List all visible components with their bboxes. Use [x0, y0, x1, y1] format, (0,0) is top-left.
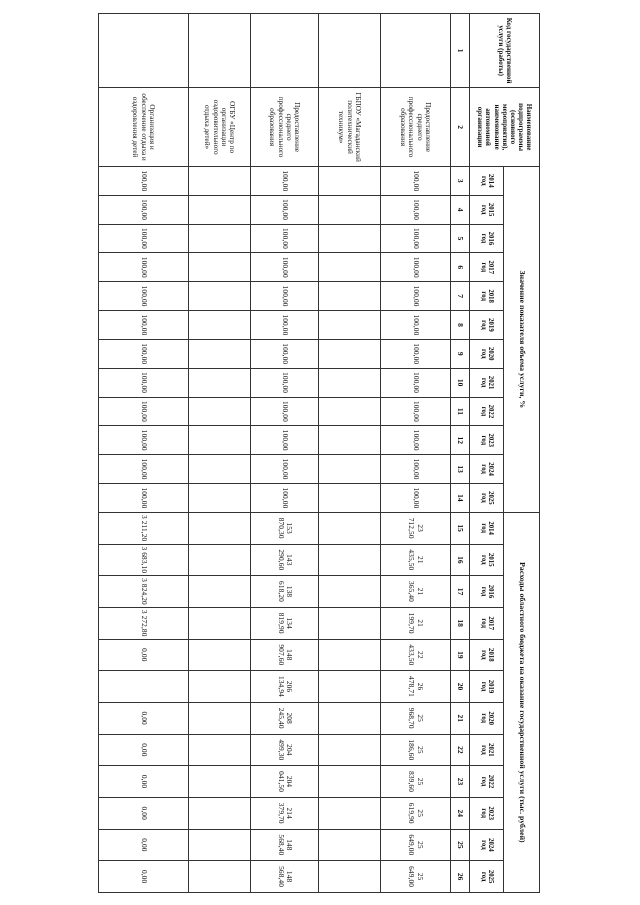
year-suffix: год	[479, 176, 487, 186]
indicator-value-cell: 100,00	[99, 311, 189, 340]
indicator-value-cell: 100,00	[381, 368, 451, 397]
expense-value-cell: 23 712,50	[381, 512, 451, 544]
indicator-year-header	[470, 195, 504, 224]
indicator-value-cell: 100,00	[251, 311, 319, 340]
expense-value-cell	[189, 671, 251, 703]
year-value: 2021	[487, 375, 495, 390]
header-code: Код государственной услуги (работы)	[470, 14, 540, 88]
indicator-value-cell	[318, 195, 380, 224]
indicator-value-cell: 100,00	[99, 224, 189, 253]
expense-value-cell	[189, 861, 251, 893]
column-number: 5	[450, 224, 469, 253]
column-number: 16	[450, 544, 469, 576]
expense-value-cell	[318, 671, 380, 703]
indicator-value-cell: 100,00	[99, 455, 189, 484]
indicator-value-cell	[318, 368, 380, 397]
indicator-year-header	[470, 224, 504, 253]
indicator-value-cell: 100,00	[251, 224, 319, 253]
indicator-value-cell	[318, 166, 380, 195]
year-value: 2019	[487, 318, 495, 332]
indicator-value-cell	[189, 368, 251, 397]
header-row-groups	[503, 14, 539, 893]
year-value: 2018	[487, 289, 495, 303]
column-number: 17	[450, 576, 469, 608]
expense-value-cell: 0,00	[99, 734, 189, 766]
indicator-year-header	[470, 339, 504, 368]
year-suffix: год	[479, 650, 487, 660]
year-suffix: год	[479, 523, 487, 533]
indicator-value-cell: 100,00	[381, 224, 451, 253]
expense-value-cell	[318, 702, 380, 734]
service-name-cell: Предоставление среднего профессионального образования	[381, 88, 451, 167]
column-number: 15	[450, 512, 469, 544]
indicator-value-cell	[189, 484, 251, 513]
indicator-value-cell	[318, 426, 380, 455]
indicator-value-cell	[189, 224, 251, 253]
year-suffix: год	[479, 493, 487, 503]
service-name-cell: ГБПОУ «Магаданский политехнический техникум»	[318, 88, 380, 167]
service-code-cell	[318, 14, 380, 88]
expense-value-cell: 153 870,30	[251, 512, 319, 544]
year-value: 2024	[487, 462, 495, 476]
expense-year-header	[470, 734, 504, 766]
table-row	[189, 14, 251, 893]
column-number: 22	[450, 734, 469, 766]
year-suffix: год	[479, 233, 487, 244]
indicator-value-cell	[318, 224, 380, 253]
expense-year-header	[470, 766, 504, 798]
indicator-value-cell: 100,00	[381, 253, 451, 282]
expense-value-cell	[318, 861, 380, 893]
expense-year-header	[470, 639, 504, 671]
indicator-value-cell	[318, 311, 380, 340]
indicator-year-header	[470, 484, 504, 513]
expense-year-header	[470, 512, 504, 544]
indicator-value-cell	[189, 253, 251, 282]
indicator-value-cell	[189, 397, 251, 426]
year-suffix: год	[479, 586, 487, 597]
table-row	[251, 14, 319, 893]
indicator-value-cell: 100,00	[251, 484, 319, 513]
indicator-value-cell: 100,00	[251, 455, 319, 484]
header-row-column-numbers	[450, 14, 469, 893]
table-row	[318, 14, 380, 893]
year-value: 2016	[487, 231, 495, 246]
expense-value-cell: 148 568,40	[251, 861, 319, 893]
header-indicator-group: Значение показателя объема услуги, %	[503, 166, 539, 512]
indicator-value-cell: 100,00	[381, 195, 451, 224]
indicator-year-header	[470, 166, 504, 195]
indicator-year-header	[470, 455, 504, 484]
indicator-value-cell: 100,00	[251, 253, 319, 282]
expense-value-cell	[189, 702, 251, 734]
indicator-value-cell: 100,00	[381, 339, 451, 368]
column-number: 23	[450, 766, 469, 798]
service-name-cell: Предоставление среднего профессионального образования	[251, 88, 319, 167]
year-value: 2016	[487, 584, 495, 599]
expense-value-cell	[99, 671, 189, 703]
year-value: 2019	[487, 679, 495, 694]
indicator-year-header	[470, 253, 504, 282]
indicator-value-cell	[318, 455, 380, 484]
column-number: 21	[450, 702, 469, 734]
expense-value-cell: 3 272,80	[99, 607, 189, 639]
indicator-value-cell	[189, 282, 251, 311]
year-value: 2025	[487, 491, 495, 505]
year-suffix: год	[479, 464, 487, 474]
year-value: 2023	[487, 433, 495, 448]
year-value: 2023	[487, 806, 495, 820]
column-number: 12	[450, 426, 469, 455]
expense-value-cell	[318, 797, 380, 829]
column-number: 14	[450, 484, 469, 513]
expense-value-cell	[318, 576, 380, 608]
expense-value-cell: 204 041,50	[251, 766, 319, 798]
expense-value-cell: 26 478,71	[381, 671, 451, 703]
expense-value-cell	[318, 607, 380, 639]
indicator-value-cell: 100,00	[381, 426, 451, 455]
expense-value-cell: 0,00	[99, 702, 189, 734]
indicator-year-header	[470, 282, 504, 311]
year-suffix: год	[479, 808, 487, 818]
expense-value-cell	[318, 512, 380, 544]
expense-value-cell: 25 649,00	[381, 829, 451, 861]
indicator-value-cell: 100,00	[251, 426, 319, 455]
indicator-value-cell	[189, 195, 251, 224]
column-number: 6	[450, 253, 469, 282]
indicator-value-cell: 100,00	[381, 311, 451, 340]
indicator-value-cell: 100,00	[251, 339, 319, 368]
year-suffix: год	[479, 840, 487, 850]
expense-value-cell: 0,00	[99, 861, 189, 893]
service-code-cell	[99, 14, 189, 88]
expense-value-cell: 208 245,40	[251, 702, 319, 734]
expense-value-cell: 25 968,70	[381, 702, 451, 734]
expense-value-cell: 143 290,60	[251, 544, 319, 576]
year-suffix: год	[479, 320, 487, 330]
indicator-value-cell	[318, 484, 380, 513]
year-suffix: год	[479, 555, 487, 565]
indicator-value-cell: 100,00	[99, 253, 189, 282]
column-number: 20	[450, 671, 469, 703]
indicator-year-header	[470, 368, 504, 397]
indicator-value-cell: 100,00	[99, 397, 189, 426]
year-value: 2022	[487, 774, 495, 789]
service-name-cell: ОГБУ «Центр по организации оздоровительного отдыха детей»	[189, 88, 251, 167]
column-number: 19	[450, 639, 469, 671]
column-number: 13	[450, 455, 469, 484]
column-number: 7	[450, 282, 469, 311]
expense-value-cell: 25 839,60	[381, 766, 451, 798]
year-value: 2025	[487, 869, 495, 884]
year-value: 2017	[487, 616, 495, 630]
indicator-value-cell: 100,00	[381, 282, 451, 311]
expense-year-header	[470, 861, 504, 893]
year-value: 2020	[487, 711, 495, 725]
year-suffix: год	[479, 745, 487, 755]
expense-value-cell	[189, 734, 251, 766]
service-code-cell	[381, 14, 451, 88]
expense-value-cell	[318, 829, 380, 861]
rotated-document-page	[98, 13, 540, 893]
expense-value-cell: 138 618,20	[251, 576, 319, 608]
expense-value-cell	[189, 512, 251, 544]
indicator-value-cell: 100,00	[99, 484, 189, 513]
expense-year-header	[470, 671, 504, 703]
indicator-value-cell: 100,00	[99, 339, 189, 368]
header-expense-group: Расходы областного бюджета на оказание государственной услуги (тыс. рублей)	[503, 512, 539, 892]
expense-value-cell	[189, 797, 251, 829]
indicator-value-cell: 100,00	[99, 368, 189, 397]
indicator-year-header	[470, 397, 504, 426]
expense-year-header	[470, 607, 504, 639]
expense-year-header	[470, 829, 504, 861]
expense-value-cell: 25 649,00	[381, 861, 451, 893]
expense-year-header	[470, 797, 504, 829]
indicator-value-cell	[318, 339, 380, 368]
expense-value-cell	[189, 576, 251, 608]
expense-value-cell: 3 824,20	[99, 576, 189, 608]
indicator-value-cell	[318, 253, 380, 282]
expense-value-cell: 21 435,50	[381, 544, 451, 576]
expense-value-cell: 214 379,70	[251, 797, 319, 829]
indicator-value-cell: 100,00	[251, 195, 319, 224]
expense-value-cell: 204 499,30	[251, 734, 319, 766]
column-number: 26	[450, 861, 469, 893]
column-number: 4	[450, 195, 469, 224]
expense-value-cell: 148 907,60	[251, 639, 319, 671]
indicator-value-cell	[189, 455, 251, 484]
year-value: 2014	[487, 174, 495, 188]
year-suffix: год	[479, 681, 487, 692]
year-value: 2018	[487, 648, 495, 662]
indicator-value-cell: 100,00	[251, 282, 319, 311]
service-name-cell: Организация и обеспечение отдыха и оздоровления детей	[99, 88, 189, 167]
year-value: 2020	[487, 346, 495, 361]
indicator-value-cell	[189, 426, 251, 455]
indicator-value-cell: 100,00	[251, 368, 319, 397]
expense-value-cell: 134 819,90	[251, 607, 319, 639]
services-table	[98, 13, 540, 893]
expense-value-cell	[189, 544, 251, 576]
expense-value-cell: 3 683,10	[99, 544, 189, 576]
expense-value-cell: 22 433,50	[381, 639, 451, 671]
indicator-year-header	[470, 311, 504, 340]
column-number: 1	[450, 14, 469, 88]
indicator-value-cell: 100,00	[251, 397, 319, 426]
expense-value-cell	[189, 607, 251, 639]
column-number: 2	[450, 88, 469, 167]
indicator-value-cell: 100,00	[251, 166, 319, 195]
year-suffix: год	[479, 618, 487, 628]
expense-value-cell	[318, 639, 380, 671]
indicator-value-cell: 100,00	[381, 455, 451, 484]
indicator-value-cell: 100,00	[99, 282, 189, 311]
indicator-value-cell: 100,00	[99, 166, 189, 195]
service-code-cell	[251, 14, 319, 88]
expense-value-cell	[189, 766, 251, 798]
indicator-value-cell	[318, 282, 380, 311]
year-suffix: год	[479, 291, 487, 301]
indicator-value-cell: 100,00	[381, 397, 451, 426]
year-value: 2014	[487, 521, 495, 535]
service-code-cell	[189, 14, 251, 88]
year-suffix: год	[479, 713, 487, 723]
expense-value-cell: 3 211,20	[99, 512, 189, 544]
indicator-year-header	[470, 426, 504, 455]
expense-value-cell: 206 134,94	[251, 671, 319, 703]
column-number: 24	[450, 797, 469, 829]
expense-value-cell	[318, 544, 380, 576]
expense-year-header	[470, 702, 504, 734]
indicator-value-cell: 100,00	[99, 426, 189, 455]
expense-value-cell: 0,00	[99, 766, 189, 798]
year-value: 2017	[487, 260, 495, 275]
column-number: 10	[450, 368, 469, 397]
header-name: Наименование подпрограммы (основного мероприятия), наименование автономной организации	[470, 88, 540, 167]
year-value: 2022	[487, 404, 495, 419]
column-number: 3	[450, 166, 469, 195]
column-number: 8	[450, 311, 469, 340]
expense-value-cell	[318, 734, 380, 766]
table-row	[99, 14, 189, 893]
expense-value-cell: 0,00	[99, 829, 189, 861]
year-value: 2021	[487, 743, 495, 757]
expense-year-header	[470, 544, 504, 576]
indicator-value-cell	[189, 166, 251, 195]
year-value: 2024	[487, 838, 495, 852]
year-suffix: год	[479, 262, 487, 273]
expense-value-cell: 25 186,60	[381, 734, 451, 766]
year-value: 2015	[487, 202, 495, 217]
indicator-value-cell	[189, 311, 251, 340]
year-suffix: год	[479, 406, 487, 417]
indicator-value-cell: 100,00	[381, 484, 451, 513]
table-row	[381, 14, 451, 893]
expense-value-cell: 0,00	[99, 639, 189, 671]
column-number: 25	[450, 829, 469, 861]
expense-value-cell: 0,00	[99, 797, 189, 829]
indicator-value-cell	[189, 339, 251, 368]
year-suffix: год	[479, 776, 487, 787]
expense-value-cell	[189, 639, 251, 671]
indicator-value-cell	[318, 397, 380, 426]
indicator-value-cell: 100,00	[99, 195, 189, 224]
expense-value-cell	[189, 829, 251, 861]
column-number: 11	[450, 397, 469, 426]
indicator-value-cell: 100,00	[381, 166, 451, 195]
expense-value-cell: 25 619,90	[381, 797, 451, 829]
year-value: 2015	[487, 553, 495, 567]
year-suffix: год	[479, 348, 487, 359]
expense-value-cell: 21 199,70	[381, 607, 451, 639]
year-suffix: год	[479, 377, 487, 388]
expense-year-header	[470, 576, 504, 608]
column-number: 9	[450, 339, 469, 368]
year-suffix: год	[479, 204, 487, 215]
year-suffix: год	[479, 871, 487, 882]
column-number: 18	[450, 607, 469, 639]
expense-value-cell: 21 365,40	[381, 576, 451, 608]
year-suffix: год	[479, 435, 487, 446]
expense-value-cell	[318, 766, 380, 798]
expense-value-cell: 148 568,40	[251, 829, 319, 861]
